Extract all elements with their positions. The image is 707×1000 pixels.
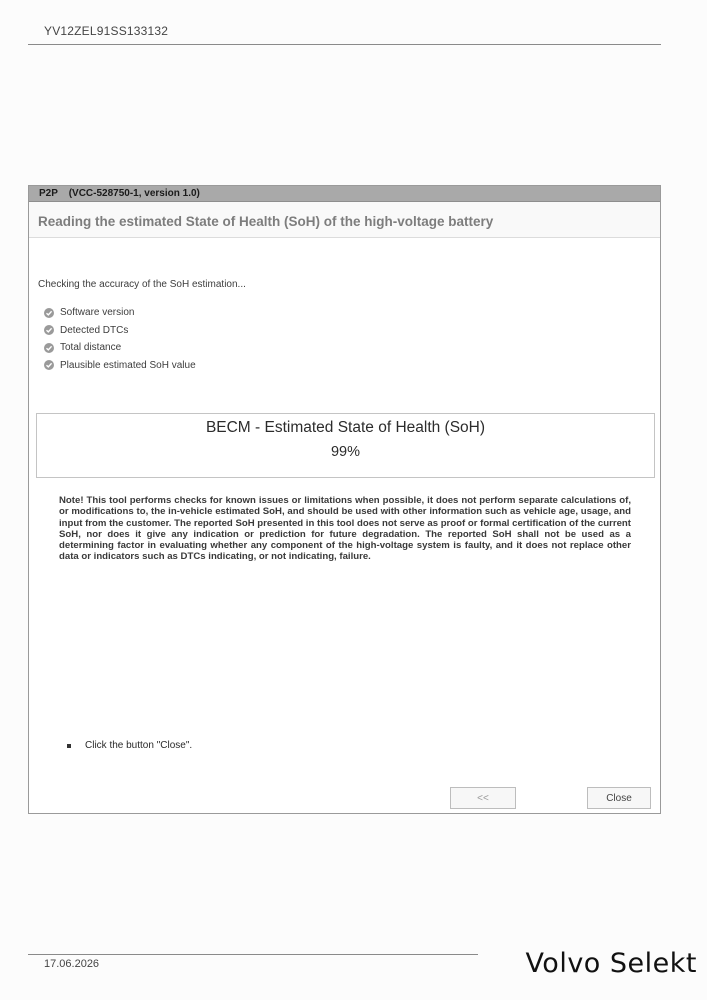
check-item-detected-dtcs: [44, 322, 196, 340]
document-date: 17.06.2026: [44, 958, 100, 970]
check-circle-icon: [44, 360, 54, 370]
bottom-divider: [28, 954, 478, 955]
check-circle-icon: [44, 308, 54, 318]
dialog-heading-area: [29, 202, 660, 238]
dialog-titlebar: [29, 186, 660, 202]
check-list: [44, 304, 196, 374]
p2p-dialog: [28, 185, 661, 814]
vin-number: YV12ZEL91SS133132: [44, 24, 169, 38]
soh-result-box: [36, 413, 655, 478]
soh-title: BECM - Estimated State of Health (SoH): [205, 419, 486, 436]
top-divider: [28, 44, 661, 45]
check-item-software-version: [44, 304, 196, 322]
dialog-title-code: P2P: [39, 188, 58, 199]
instruction-text: Click the button "Close".: [85, 740, 193, 751]
close-button[interactable]: Close: [587, 787, 651, 809]
check-item-total-distance: [44, 339, 196, 357]
check-circle-icon: [44, 325, 54, 335]
check-label: Software version: [60, 307, 135, 319]
check-circle-icon: [44, 343, 54, 353]
bullet-icon: [67, 744, 71, 748]
disclaimer-note: Note! This tool performs checks for known issues or limitations when possible, it does not perform separate calculations of, or modifications to, the in-vehicle estimated SoH, and should be used with other information such as vehicle age, usage, and input from the customer. The reported SoH presented in this tool does not serve as proof or formal certification of the current SoH, nor does it give any indication or prediction for future degradation. The reported SoH shall not be used as a determining factor in evaluating whether any component of the high-voltage system is faulty, and it does not replace other data or indicators such as DTCs indicating, or not indicating, failure.: [59, 495, 631, 563]
back-button[interactable]: <<: [450, 787, 516, 809]
check-label: Detected DTCs: [60, 324, 129, 336]
dialog-title-detail: (VCC-528750-1, version 1.0): [68, 188, 200, 199]
checking-text: Checking the accuracy of the SoH estimation...: [38, 279, 246, 290]
check-label: Plausible estimated SoH value: [60, 359, 196, 371]
volvo-selekt-watermark: Volvo Selekt: [525, 948, 697, 979]
soh-value: 99%: [330, 444, 361, 460]
check-item-plausible-soh: [44, 357, 196, 375]
dialog-heading: Reading the estimated State of Health (SoH) of the high-voltage battery: [38, 214, 494, 229]
check-label: Total distance: [60, 342, 122, 354]
instruction-item: [67, 740, 192, 751]
